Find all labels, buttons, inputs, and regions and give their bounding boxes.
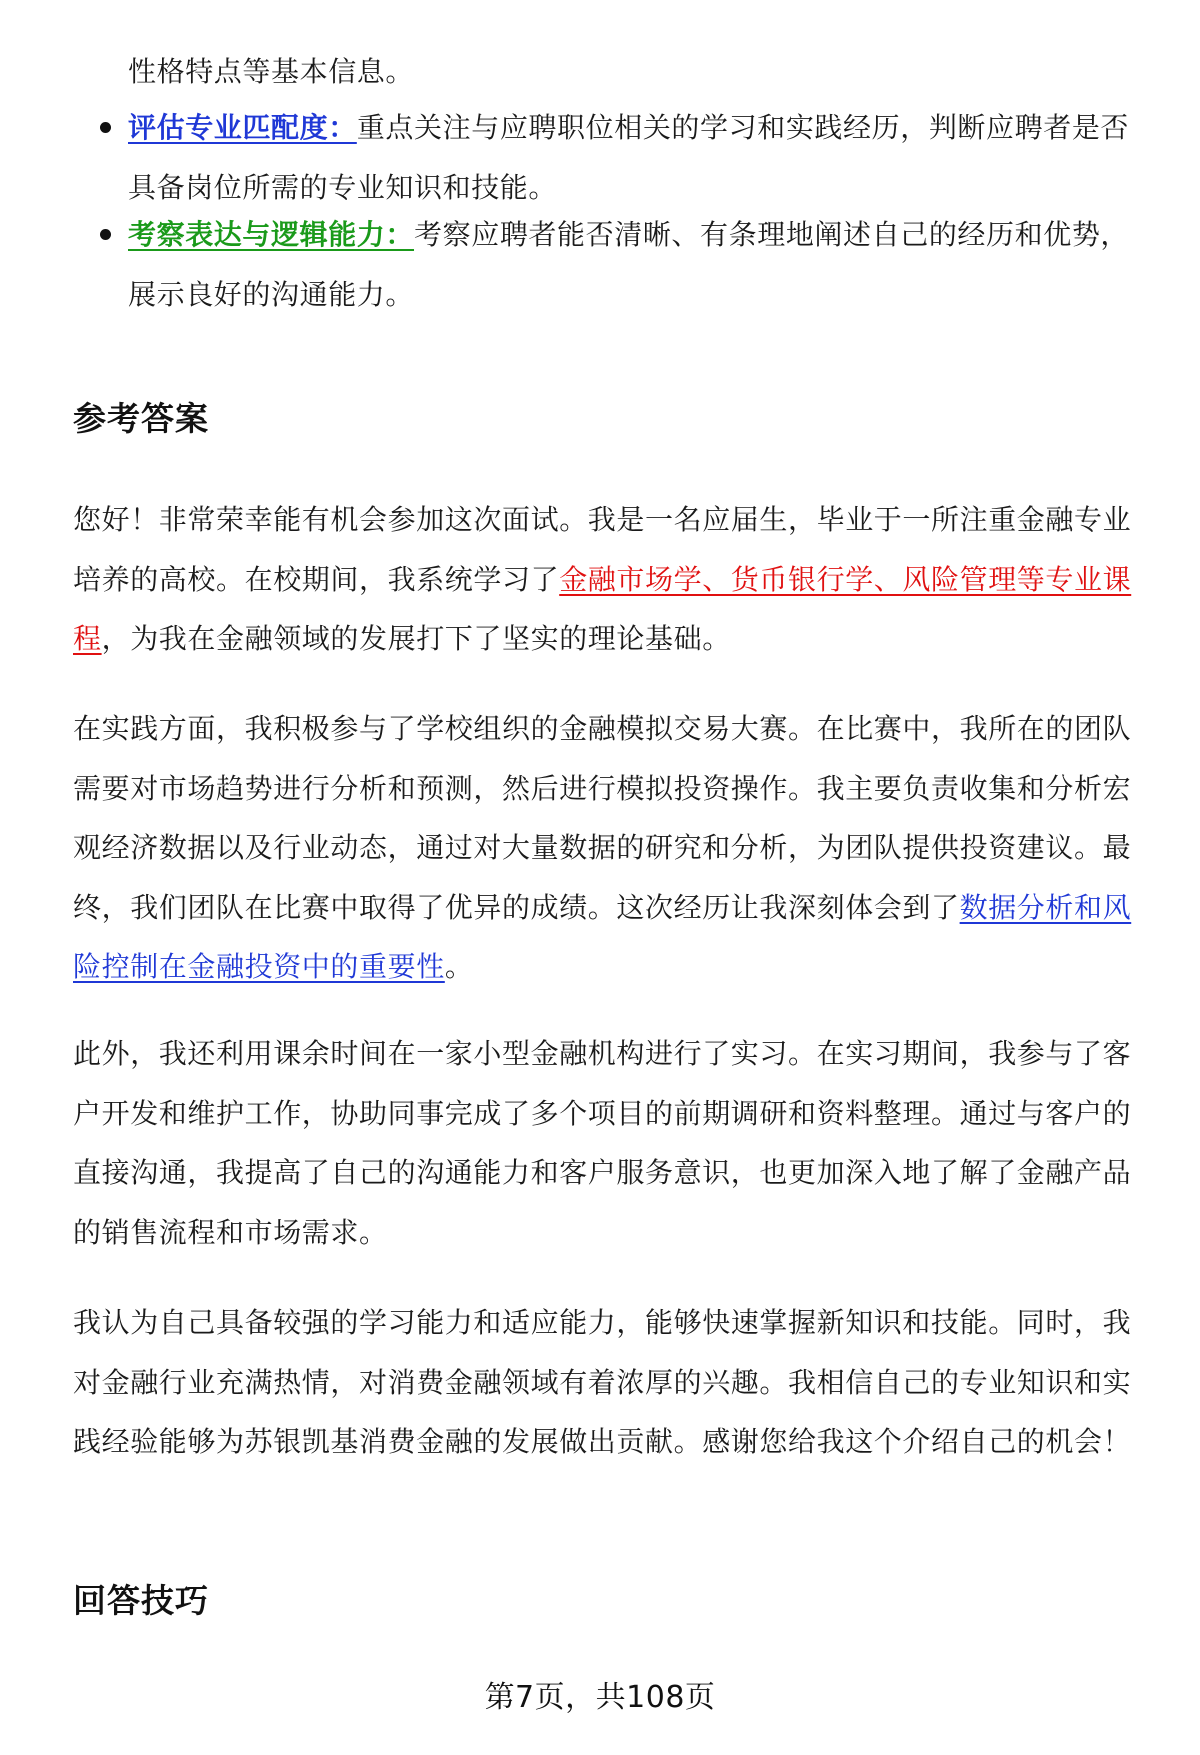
list-item [73,205,1145,312]
bullet-dot-icon [100,229,111,240]
bullet-keyword: 评估专业匹配度： [128,111,357,144]
page-number: 第7页，共108页 [484,1680,716,1715]
answer-paragraph-4: 我认为自己具备较强的学习能力和适应能力，能够快速掌握新知识和技能。同时，我对金融行业充满热情，对消费金融领域有着浓厚的兴趣。我相信自己的专业知识和实践经验能够为苏银凯基消费金融的发展做出贡献。感谢您给我这个介绍自己的机会！ [73,1306,1132,1458]
bullet-text: 考察应聘者能否清晰、有条理地阐述自己的经历和优势，展示良好的沟通能力。 [128,218,1130,311]
paragraph-text: ，为我在金融领域的发展打下了坚实的理论基础。 [101,622,731,655]
paragraph-text: 在实践方面，我积极参与了学校组织的金融模拟交易大赛。在比赛中，我所在的团队需要对市场趋势进行分析和预测，然后进行模拟投资操作。我主要负责收集和分析宏观经济数据以及行业动态，通过对大量数据的研究和分析，为团队提供投资建议。最终，我们团队在比赛中取得了优异的成绩。这次经历让我深刻体会到了 [73,712,1132,924]
section-heading-tips: 回答技巧 [73,1581,209,1620]
course-link[interactable]: 金融市场学、货币银行学、风险管理等专业课程 [73,562,1132,655]
answer-paragraph-3: 此外，我还利用课余时间在一家小型金融机构进行了实习。在实习期间，我参与了客户开发和维护工作，协助同事完成了多个项目的前期调研和资料整理。通过与客户的直接沟通，我提高了自己的沟通能力和客户服务意识，也更加深入地了解了金融产品的销售流程和市场需求。 [73,1037,1132,1249]
continuation-text: 性格特点等基本信息。 [128,55,415,88]
paragraph-text: 。 [444,950,474,983]
bullet-text: 重点关注与应聘职位相关的学习和实践经历，判断应聘者是否具备岗位所需的专业知识和技能。 [128,111,1130,204]
bullet-keyword: 考察表达与逻辑能力： [128,218,415,251]
list-item [73,98,1145,205]
insight-link[interactable]: 数据分析和风险控制在金融投资中的重要性 [73,890,1132,983]
bullet-dot-icon [100,122,111,133]
answer-paragraph-2 [73,699,1145,997]
criteria-list [73,98,1145,312]
answer-paragraph-1 [73,490,1145,669]
paragraph-text: 您好！非常荣幸能有机会参加这次面试。我是一名应届生，毕业于一所注重金融专业培养的高校。在校期间，我系统学习了 [73,503,1132,596]
section-heading-answer: 参考答案 [73,399,209,438]
